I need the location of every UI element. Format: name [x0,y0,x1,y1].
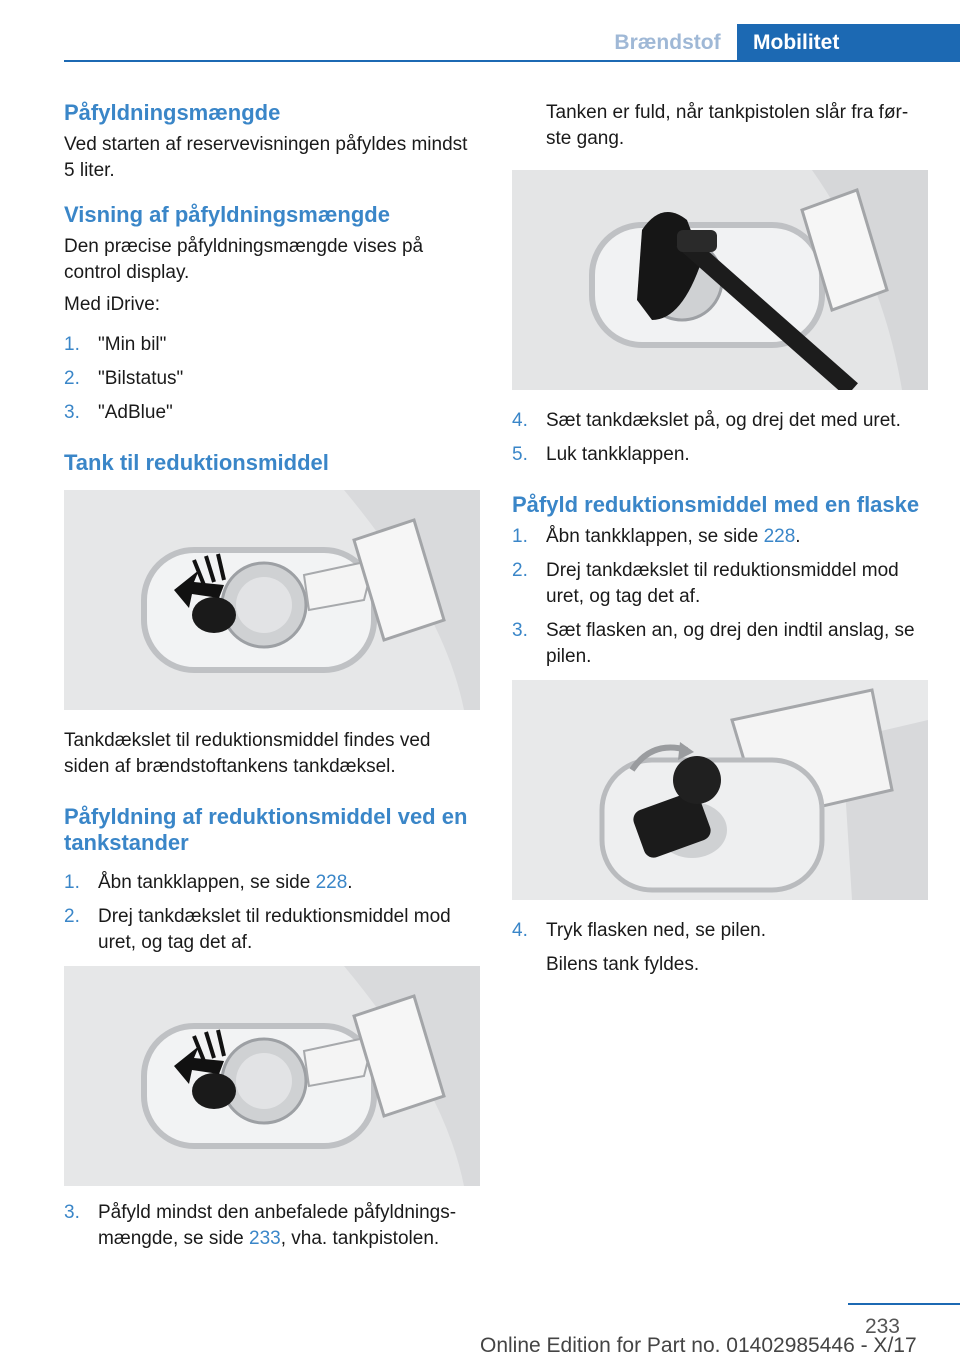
list-item [512,442,928,468]
list-item [512,618,928,670]
tab-mobilitet[interactable]: Mobilitet [737,24,960,61]
idrive-text: Med iDrive: [64,294,161,315]
after-fill-steps [512,408,928,468]
page-link-233[interactable]: 233 [249,1228,281,1249]
bottle-fill-steps [512,524,928,670]
section-title-bottle-fill: Påfyld reduktionsmiddel med en flaske [512,492,920,517]
left-column [64,100,480,1260]
idrive-steps [64,332,480,426]
list-text: Åbn tankklappen, se side 228. [98,872,353,893]
page-number: 233 [864,1315,900,1338]
list-number: 2. [64,368,80,389]
list-number: 3. [512,620,528,641]
list-number: 2. [512,560,528,581]
list-text: Luk tankklappen. [546,444,690,465]
fuel-nozzle-figure [512,170,928,390]
fill-display-text: Den præcise påfyldningsmængde vises på control display. [64,236,424,283]
list-text: Påfyld mindst den anbefalede påfyldnings-mængde, se side 233, vha. tankpistolen. [98,1202,457,1249]
list-item [64,904,480,956]
bottle-fill-steps-cont [512,918,928,944]
list-item [64,366,480,392]
fill-amount-text: Ved starten af reservevisningen påfyldes mindst 5 liter. [64,134,468,181]
list-text: "AdBlue" [98,402,173,423]
list-text: "Bilstatus" [98,368,184,389]
list-text: Drej tankdækslet til reduktionsmiddel mod uret, og tag det af. [98,906,451,953]
edition-footer: Online Edition for Part no. 01402985446 - X/17 [480,1334,917,1357]
list-item [512,558,928,610]
list-text: "Min bil" [98,334,167,355]
tank-fills-text: Bilens tank fyldes. [546,954,700,975]
list-number: 3. [64,402,80,423]
list-text: Åbn tankklappen, se side 228. [546,526,801,547]
list-number: 1. [64,334,80,355]
list-number: 3. [64,1202,80,1223]
list-text: Sæt flasken an, og drej den indtil anslag, se pilen. [546,620,915,667]
section-title-pump-fill: Påfyldning af reduktionsmiddel ved en tankstander [64,804,468,855]
list-number: 5. [512,444,528,465]
page-link-228[interactable]: 228 [763,526,796,547]
list-number: 2. [64,906,80,927]
tank-cap-figure-2 [64,966,480,1186]
section-title-fill-display: Visning af påfyldningsmængde [64,202,390,227]
pump-fill-steps-cont [64,1200,480,1252]
list-number: 1. [64,872,80,893]
right-column [512,100,928,978]
list-text: Drej tankdækslet til reduktionsmiddel mod uret, og tag det af. [546,560,899,607]
list-text: Sæt tankdækslet på, og drej det med uret. [546,410,901,431]
list-text: Tryk flasken ned, se pilen. [546,920,767,941]
page-link-228[interactable]: 228 [315,872,348,893]
list-item [512,918,928,944]
pump-fill-steps [64,870,480,956]
list-item [64,870,480,896]
list-number: 4. [512,410,528,431]
list-item [64,1200,480,1252]
section-title-fill-amount: Påfyldningsmængde [64,100,281,125]
page-number-rule [848,1303,960,1305]
list-item [512,408,928,434]
list-item [512,524,928,550]
list-item [64,400,480,426]
list-number: 1. [512,526,528,547]
tab-braendstof[interactable]: Brændstof [614,30,721,54]
tank-full-text: Tanken er fuld, når tankpistolen slår fra før-ste gang. [546,102,909,149]
tank-caption: Tankdækslet til reduktionsmiddel findes ved siden af brændstoftankens tankdæksel. [64,730,431,777]
section-title-tank: Tank til reduktionsmiddel [64,450,329,475]
bottle-figure [512,680,928,900]
list-number: 4. [512,920,528,941]
tank-cap-figure [64,490,480,710]
list-item [64,332,480,358]
header-rule [64,60,960,62]
